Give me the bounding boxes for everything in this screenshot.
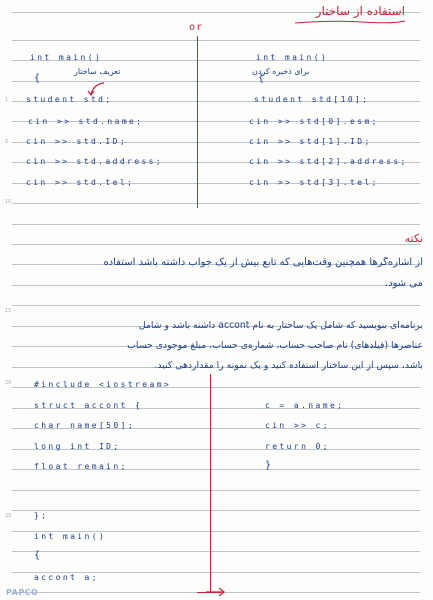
code-divider-line — [210, 374, 211, 592]
code-line: cin >> std[1].ID; — [249, 137, 372, 146]
code-line: #include <iostream> — [34, 380, 172, 389]
exercise-line: عناصرها (فیلدهای) نام صاحب حساب، شماره‌ی حساب، مبلغ موجودی حساب — [127, 340, 423, 351]
line-number: 15 — [5, 308, 12, 314]
page-title: استفاده از ساختار — [315, 4, 405, 18]
line-number: 1 — [5, 97, 9, 103]
open-brace: { — [34, 73, 43, 84]
title-underline — [293, 18, 408, 26]
code-line: { — [34, 550, 43, 561]
note-line: از اشاره‌گرها همچنین وقت‌هایی که تابع بیش از یک جواب داشته باشد استفاده — [103, 257, 423, 268]
code-line: float remain; — [34, 462, 128, 471]
code-line: c = a.name; — [265, 401, 345, 410]
footer-brand: PAPCO — [6, 588, 39, 597]
divider-line — [197, 36, 198, 208]
exercise-line: برنامه‌ای بنویسید که شامل یک ساختار به نام accont داشته باشد و شامل — [138, 320, 423, 331]
code-line: struct accont { — [34, 401, 143, 410]
or-label: or — [189, 22, 204, 33]
code-line: cin >> c; — [265, 421, 330, 430]
code-line: student std; — [26, 95, 113, 104]
code-line: int main() — [256, 53, 329, 62]
code-line: char name[50]; — [34, 421, 136, 430]
note-heading: نکته — [404, 232, 423, 245]
code-line: cin >> std[3].tel; — [249, 178, 379, 187]
code-line: return 0; — [265, 442, 330, 451]
code-line: }; — [34, 511, 49, 520]
code-line: cin >> std[2].address; — [249, 157, 408, 166]
code-line: long int ID; — [34, 442, 121, 451]
code-line: cin >> std.ID; — [26, 137, 128, 146]
continuation-arrow-icon — [204, 587, 226, 597]
code-line: cin >> std.address; — [26, 157, 164, 166]
line-number: 5 — [5, 139, 9, 145]
code-line: cin >> std[0].esm; — [249, 117, 379, 126]
code-comment: تعریف ساختار — [74, 67, 121, 76]
code-comment: برای ذخیره کردن — [252, 67, 310, 76]
line-number: 25 — [5, 513, 12, 519]
code-line: accont a; — [34, 573, 99, 582]
exercise-line: باشد، سپس از این ساختار استفاده کنید و یک نمونه را مقداردهی کنید. — [154, 360, 423, 371]
line-number: 10 — [5, 199, 12, 205]
code-line: } — [265, 460, 274, 471]
open-brace: { — [258, 73, 267, 84]
code-line: cin >> std.tel; — [26, 178, 135, 187]
line-number: 20 — [5, 380, 12, 386]
code-line: int main() — [30, 53, 103, 62]
code-line: student std[10]; — [254, 95, 370, 104]
code-line: int main() — [34, 532, 107, 541]
code-line: cin >> std.name; — [28, 117, 144, 126]
note-line: می شود. — [384, 278, 423, 289]
